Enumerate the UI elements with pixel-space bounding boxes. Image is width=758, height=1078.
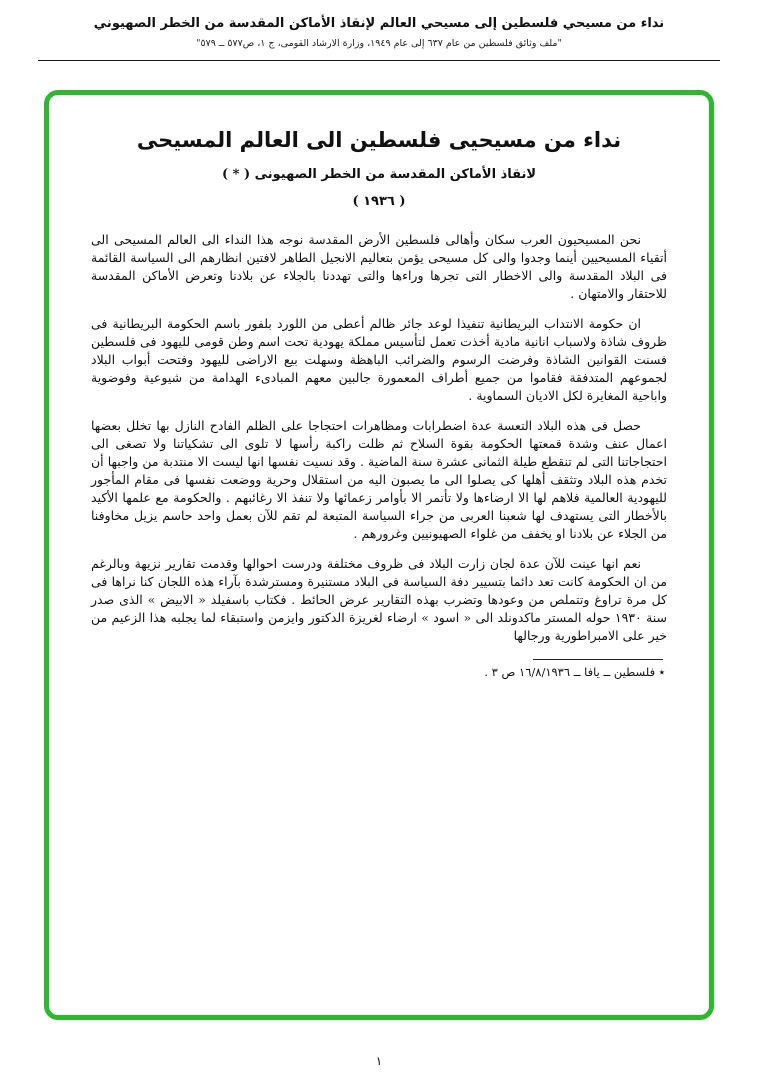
header-divider [38, 60, 720, 61]
document-year: ( ١٩٣٦ ) [352, 194, 406, 209]
paragraph: ان حكومة الانتداب البريطانية تنفيذا لوعد جائر ظالم أعطى من اللورد بلفور باسم الحكومة البريطانية فى ظروف شاذة ولاسباب انانية مادية أخذت تعمل لتأسيس مملكة يهودية تحت اسم وطن قومى لليهود فى فلسطين فسنت القوانين الشاذة وفرضت الرسوم والضرائب الباهظة وسهلت بيع الاراضى لليهود وفتحت أبواب البلاد لجموعهم المتدفقة فقاموا من جميع أطراف المعمورة جالبين معهم المبادىء الهدامة من شيوعية وفوضوية واباحية المغايرة لكل الاديان السماوية . [91, 316, 667, 403]
header-title: نداء من مسيحي فلسطين إلى مسيحي العالم لإنقاذ الأماكن المقدسة من الخطر الصهيوني [93, 16, 665, 31]
paragraph: نعم انها عينت للآن عدة لجان زارت البلاد فى ظروف مختلفة ودرست احوالها وقدمت تقارير نزيهة وبالرغم من ان الحكومة كانت تعد دائما بتسيير دفة السياسة فى البلاد مستنيرة ومسترشدة بآراء هذه اللجان كنا نراها فى كل مرة تراوغ وتتملص من وعودها وتضرب بهذه التقارير عرض الحائط . فكتاب باسفيلد « الابيض » الذى صدر سنة ١٩٣٠ حوله المستر ماكدونلد الى « اسود » ارضاء لغريزة الدكتور وايزمن واستبقاء لما يجلبه هذا الزعيم من خير على الامبراطورية ورجالها [91, 556, 668, 643]
document-subtitle: لانقاذ الأماكن المقدسة من الخطر الصهيونى ( * ) [221, 167, 537, 182]
document-body [91, 231, 667, 645]
page-number: ١ [375, 1054, 383, 1068]
document-title: نداء من مسيحيى فلسطين الى العالم المسيحى [136, 127, 622, 152]
header-source: "ملف وثائق فلسطين من عام ٦٣٧ إلى عام ١٩٤٩، وزارة الارشاد القومى، ج ١، ص٥٧٧ ــ ٥٧٩" [196, 38, 562, 49]
document-frame [44, 90, 714, 1020]
footnote: ٭ فلسطين ــ يافا ــ ١٦/٨/١٩٣٦ ص ٣ . [484, 665, 665, 679]
footnote-divider [533, 659, 663, 660]
paragraph: نحن المسيحيون العرب سكان وأهالى فلسطين الأرض المقدسة نوجه هذا النداء الى العالم المسيحى الى أتقياء المسيحيين أينما وجدوا والى كل مسيحى يؤمن بتعاليم الانجيل الطاهر لافتين انظارهم الى السياسة القائمة فى البلاد المقدسة والى الاخطار التى تجرها وراءها والتى تهددنا بالجلاء عن بلادنا وتعرض الأماكن المقدسة للاحتقار والامتهان . [91, 232, 667, 301]
page-header [0, 0, 758, 49]
paragraph: حصل فى هذه البلاد التعسة عدة اضطرابات ومظاهرات احتجاجا على الظلم الفادح النازل بها تخلل بعضها اعمال عنف وشدة قمعتها الحكومة بقوة السلاح ثم ظلت راكبة رأسها لا تلوى الى تشكياتنا ولا تصغى الى احتجاجاتنا التى لم تنقطع طيلة الثمانى عشرة سنة الماضية . وقد نسيت نفسها انها ليست الا منتدبة من واجبها أن تخدم هذه البلاد وتثقف أهلها كى يصلوا الى ما يصبون اليه من استقلال وحرية ووضعت نفسها فى مقام المأجور لليهودية العالمية فلاهم لها الا ارضاءها ولا تأتمر الا بأوامر زعمائها ولا تنفذ الا رغائبهم . والحكومة مع علمها الأكيد بالأخطار التى يستهدف لها شعبنا العربى من جراء السياسة المتبعة لم تقم للآن بعمل واحد حاسم يزيل مخاوفنا من الجلاء عن بلادنا او يخفف من غلواء الصهيونيين وغرورهم . [91, 418, 667, 541]
